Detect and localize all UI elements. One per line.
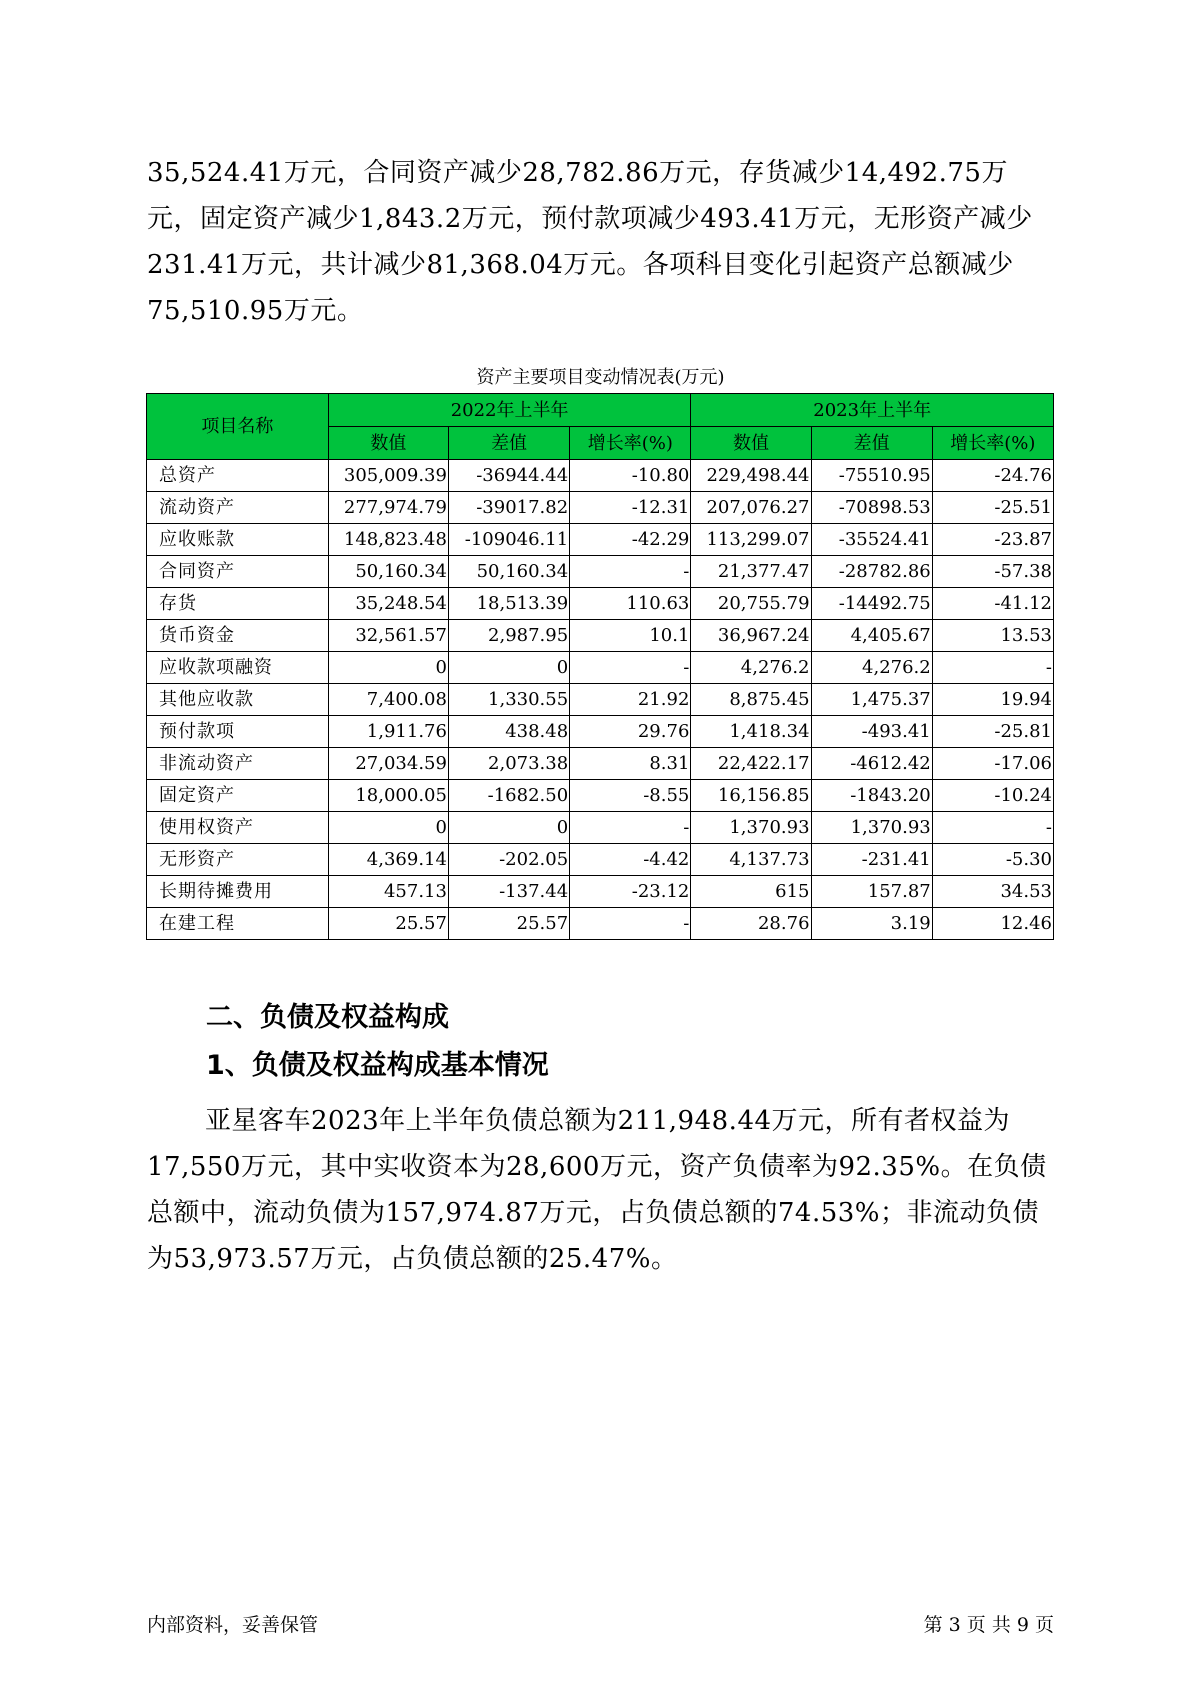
row-value-cell: 157.87 xyxy=(811,876,932,908)
row-value-cell: -17.06 xyxy=(932,748,1053,780)
row-value-cell: 1,370.93 xyxy=(691,812,811,844)
table-row xyxy=(147,908,1054,940)
header-2023-rate: 增长率(%) xyxy=(932,427,1053,460)
body-paragraph-assets: 35,524.41万元，合同资产减少28,782.86万元，存货减少14,492.75万元，固定资产减少1,843.2万元，预付款项减少493.41万元，无形资产减少231.41万元，共计减少81,368.04万元。各项科目变化引起资产总额减少75,510.95万元。 xyxy=(147,158,1033,326)
row-value-cell: 8.31 xyxy=(570,748,691,780)
row-value-cell: -202.05 xyxy=(448,844,569,876)
row-value-cell: 29.76 xyxy=(570,716,691,748)
row-value-cell: -23.87 xyxy=(932,524,1053,556)
footer-confidential-note: 内部资料，妥善保管 xyxy=(147,1614,319,1636)
row-item-name: 预付款项 xyxy=(147,716,329,748)
table-caption: 资产主要项目变动情况表(万元) xyxy=(476,367,725,388)
table-row xyxy=(147,748,1054,780)
table-row xyxy=(147,492,1054,524)
row-value-cell: 35,248.54 xyxy=(328,588,448,620)
row-value-cell: -10.24 xyxy=(932,780,1053,812)
row-value-cell: -28782.86 xyxy=(811,556,932,588)
row-value-cell: 0 xyxy=(328,652,448,684)
table-row xyxy=(147,556,1054,588)
row-value-cell: 25.57 xyxy=(448,908,569,940)
row-value-cell: 4,276.2 xyxy=(691,652,811,684)
header-2022-value: 数值 xyxy=(328,427,448,460)
row-value-cell: 113,299.07 xyxy=(691,524,811,556)
table-row xyxy=(147,652,1054,684)
row-item-name: 在建工程 xyxy=(147,908,329,940)
row-item-name: 固定资产 xyxy=(147,780,329,812)
table-row xyxy=(147,620,1054,652)
row-value-cell: -57.38 xyxy=(932,556,1053,588)
row-value-cell: -23.12 xyxy=(570,876,691,908)
row-value-cell: 615 xyxy=(691,876,811,908)
row-value-cell: 21.92 xyxy=(570,684,691,716)
row-value-cell: 34.53 xyxy=(932,876,1053,908)
row-value-cell: - xyxy=(932,812,1053,844)
row-value-cell: 207,076.27 xyxy=(691,492,811,524)
table-row xyxy=(147,588,1054,620)
row-value-cell: 22,422.17 xyxy=(691,748,811,780)
row-value-cell: 4,369.14 xyxy=(328,844,448,876)
row-value-cell: 4,276.2 xyxy=(811,652,932,684)
row-value-cell: 32,561.57 xyxy=(328,620,448,652)
header-group-2023: 2023年上半年 xyxy=(691,394,1054,427)
table-row xyxy=(147,524,1054,556)
subsection-heading: 1、负债及权益构成基本情况 xyxy=(206,1050,549,1081)
row-value-cell: 18,513.39 xyxy=(448,588,569,620)
row-value-cell: 148,823.48 xyxy=(328,524,448,556)
row-value-cell: -25.51 xyxy=(932,492,1053,524)
row-item-name: 总资产 xyxy=(147,460,329,492)
header-item-name: 项目名称 xyxy=(147,394,329,460)
row-value-cell: 1,418.34 xyxy=(691,716,811,748)
row-value-cell: 50,160.34 xyxy=(328,556,448,588)
row-value-cell: - xyxy=(570,652,691,684)
row-value-cell: -35524.41 xyxy=(811,524,932,556)
table-row xyxy=(147,844,1054,876)
header-group-2022: 2022年上半年 xyxy=(328,394,691,427)
footer-page-number: 第 3 页 共 9 页 xyxy=(923,1614,1054,1636)
header-2022-rate: 增长率(%) xyxy=(570,427,691,460)
row-value-cell: 305,009.39 xyxy=(328,460,448,492)
row-value-cell: 277,974.79 xyxy=(328,492,448,524)
row-value-cell: -36944.44 xyxy=(448,460,569,492)
row-value-cell: 8,875.45 xyxy=(691,684,811,716)
header-2023-diff: 差值 xyxy=(811,427,932,460)
row-value-cell: - xyxy=(570,908,691,940)
row-value-cell: 438.48 xyxy=(448,716,569,748)
row-value-cell: 1,370.93 xyxy=(811,812,932,844)
row-item-name: 存货 xyxy=(147,588,329,620)
table-row xyxy=(147,716,1054,748)
row-value-cell: 20,755.79 xyxy=(691,588,811,620)
row-value-cell: 4,405.67 xyxy=(811,620,932,652)
row-value-cell: -42.29 xyxy=(570,524,691,556)
row-value-cell: -1682.50 xyxy=(448,780,569,812)
table-row xyxy=(147,876,1054,908)
row-value-cell: -70898.53 xyxy=(811,492,932,524)
row-item-name: 非流动资产 xyxy=(147,748,329,780)
row-value-cell: -25.81 xyxy=(932,716,1053,748)
row-value-cell: 7,400.08 xyxy=(328,684,448,716)
row-value-cell: 16,156.85 xyxy=(691,780,811,812)
table-body xyxy=(147,460,1054,940)
row-value-cell: -14492.75 xyxy=(811,588,932,620)
row-item-name: 长期待摊费用 xyxy=(147,876,329,908)
row-value-cell: 1,475.37 xyxy=(811,684,932,716)
row-value-cell: -8.55 xyxy=(570,780,691,812)
row-value-cell: -1843.20 xyxy=(811,780,932,812)
row-item-name: 合同资产 xyxy=(147,556,329,588)
row-value-cell: -39017.82 xyxy=(448,492,569,524)
row-value-cell: 110.63 xyxy=(570,588,691,620)
row-value-cell: -41.12 xyxy=(932,588,1053,620)
row-value-cell: 28.76 xyxy=(691,908,811,940)
row-value-cell: - xyxy=(570,556,691,588)
table-row xyxy=(147,812,1054,844)
row-item-name: 应收款项融资 xyxy=(147,652,329,684)
row-value-cell: 27,034.59 xyxy=(328,748,448,780)
asset-change-table xyxy=(146,393,1054,940)
row-value-cell: 1,330.55 xyxy=(448,684,569,716)
row-item-name: 其他应收款 xyxy=(147,684,329,716)
row-value-cell: 21,377.47 xyxy=(691,556,811,588)
row-value-cell: 25.57 xyxy=(328,908,448,940)
header-2023-value: 数值 xyxy=(691,427,811,460)
row-value-cell: - xyxy=(570,812,691,844)
row-item-name: 无形资产 xyxy=(147,844,329,876)
row-value-cell: -75510.95 xyxy=(811,460,932,492)
row-value-cell: - xyxy=(932,652,1053,684)
row-value-cell: -5.30 xyxy=(932,844,1053,876)
row-value-cell: -493.41 xyxy=(811,716,932,748)
row-item-name: 流动资产 xyxy=(147,492,329,524)
row-value-cell: 229,498.44 xyxy=(691,460,811,492)
row-value-cell: 0 xyxy=(448,652,569,684)
row-value-cell: -231.41 xyxy=(811,844,932,876)
row-value-cell: 50,160.34 xyxy=(448,556,569,588)
row-value-cell: -137.44 xyxy=(448,876,569,908)
row-item-name: 应收账款 xyxy=(147,524,329,556)
row-value-cell: 2,073.38 xyxy=(448,748,569,780)
table-row xyxy=(147,684,1054,716)
row-value-cell: 12.46 xyxy=(932,908,1053,940)
row-value-cell: -12.31 xyxy=(570,492,691,524)
row-item-name: 使用权资产 xyxy=(147,812,329,844)
row-value-cell: 13.53 xyxy=(932,620,1053,652)
row-value-cell: -10.80 xyxy=(570,460,691,492)
row-value-cell: 3.19 xyxy=(811,908,932,940)
row-value-cell: 36,967.24 xyxy=(691,620,811,652)
table-row xyxy=(147,780,1054,812)
row-value-cell: 4,137.73 xyxy=(691,844,811,876)
row-value-cell: 18,000.05 xyxy=(328,780,448,812)
section-heading: 二、负债及权益构成 xyxy=(206,1002,449,1033)
row-value-cell: 1,911.76 xyxy=(328,716,448,748)
row-value-cell: 0 xyxy=(328,812,448,844)
table-row xyxy=(147,460,1054,492)
row-item-name: 货币资金 xyxy=(147,620,329,652)
row-value-cell: 10.1 xyxy=(570,620,691,652)
row-value-cell: -109046.11 xyxy=(448,524,569,556)
row-value-cell: -24.76 xyxy=(932,460,1053,492)
header-2022-diff: 差值 xyxy=(448,427,569,460)
row-value-cell: 19.94 xyxy=(932,684,1053,716)
row-value-cell: 457.13 xyxy=(328,876,448,908)
row-value-cell: 2,987.95 xyxy=(448,620,569,652)
body-paragraph-liabilities: 亚星客车2023年上半年负债总额为211,948.44万元，所有者权益为17,550万元，其中实收资本为28,600万元，资产负债率为92.35%。在负债总额中，流动负债为157,974.87万元，占负债总额的74.53%；非流动负债为53,973.57万元，占负债总额的25.47%。 xyxy=(147,1106,1047,1274)
row-value-cell: -4612.42 xyxy=(811,748,932,780)
row-value-cell: -4.42 xyxy=(570,844,691,876)
row-value-cell: 0 xyxy=(448,812,569,844)
